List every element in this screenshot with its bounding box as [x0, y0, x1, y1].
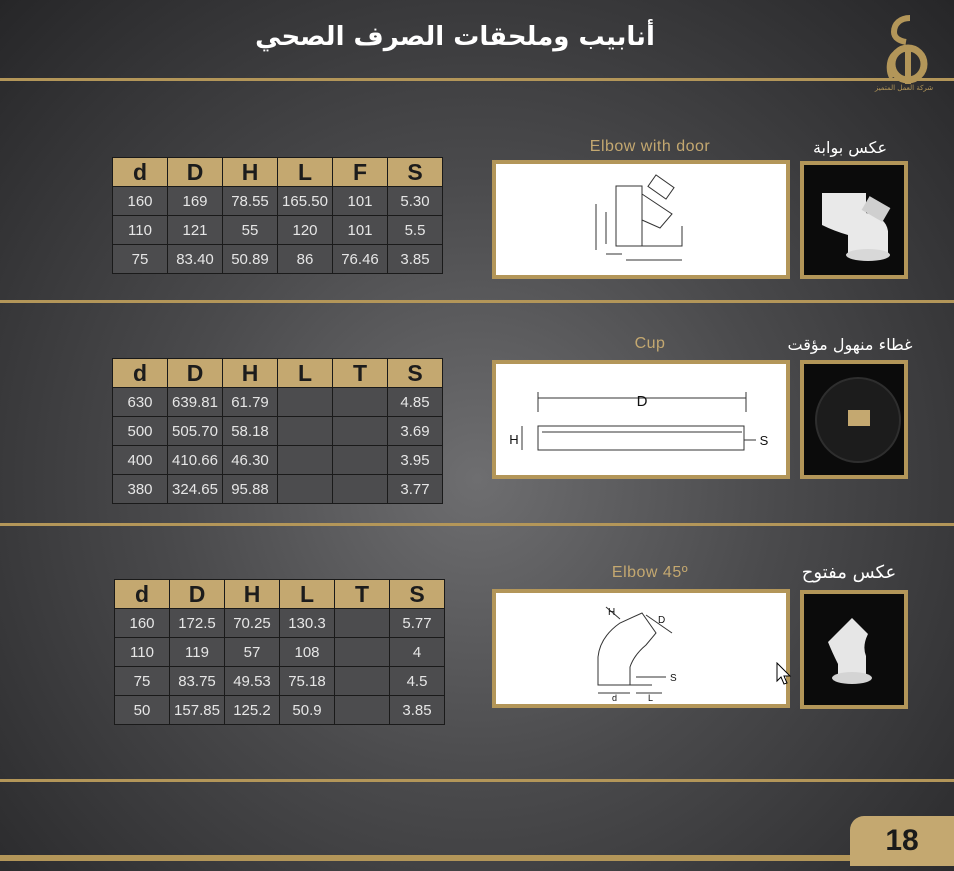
table-cell: 505.70 — [168, 417, 223, 446]
table-cell: 120 — [278, 216, 333, 245]
diagram-label-s: S — [670, 673, 677, 684]
table-cell: 49.53 — [225, 667, 280, 696]
table-cell: 172.5 — [170, 609, 225, 638]
table-cell: 4.5 — [390, 667, 445, 696]
table-row — [113, 475, 443, 504]
table-cell: 78.55 — [223, 187, 278, 216]
col-header: D — [168, 359, 223, 388]
cup-drawing-icon — [496, 364, 786, 475]
table-cell: 165.50 — [278, 187, 333, 216]
table-cell: 95.88 — [223, 475, 278, 504]
diagram-label-l: L — [648, 693, 654, 703]
col-header: d — [113, 359, 168, 388]
diagram-label-s: S — [759, 433, 769, 448]
diagram-elbow-door — [492, 160, 790, 279]
product-name-ar: غطاء منهول مؤقت — [787, 335, 913, 354]
product-name-en: Cup — [634, 335, 666, 352]
table-cell: 110 — [113, 216, 168, 245]
col-header: H — [225, 580, 280, 609]
table-cell: 5.5 — [388, 216, 443, 245]
product-name-ar: عكس بوابة — [812, 138, 888, 157]
table-cell: 50.9 — [280, 696, 335, 725]
table-cell: 76.46 — [333, 245, 388, 274]
product-name-en: Elbow with door — [589, 138, 711, 155]
table-cell: 75 — [115, 667, 170, 696]
table-cell: 57 — [225, 638, 280, 667]
table-cell — [333, 446, 388, 475]
product-name-en: Elbow 45º — [611, 564, 689, 581]
table-cell — [278, 475, 333, 504]
diagram-label-d-small: d — [612, 693, 618, 703]
table-cell: 639.81 — [168, 388, 223, 417]
table-cell: 108 — [280, 638, 335, 667]
col-header: T — [335, 580, 390, 609]
col-header: F — [333, 158, 388, 187]
mouse-cursor-icon — [776, 662, 792, 686]
table-row — [115, 609, 445, 638]
table-cell: 160 — [113, 187, 168, 216]
table-cell: 125.2 — [225, 696, 280, 725]
table-cell — [333, 388, 388, 417]
table-cell: 157.85 — [170, 696, 225, 725]
table-row — [113, 388, 443, 417]
table-cell: 500 — [113, 417, 168, 446]
table-cell: 630 — [113, 388, 168, 417]
diagram-label-h: H — [608, 607, 616, 618]
product-name-ar: عكس مفتوح — [801, 562, 897, 583]
table-cell — [335, 609, 390, 638]
table-cell: 83.40 — [168, 245, 223, 274]
col-header: S — [390, 580, 445, 609]
table-cell: 3.85 — [388, 245, 443, 274]
cup-product-icon — [804, 364, 904, 475]
table-cell — [333, 475, 388, 504]
table-cell — [278, 388, 333, 417]
col-header: d — [115, 580, 170, 609]
table-cell: 55 — [223, 216, 278, 245]
photo-elbow-door — [800, 161, 908, 279]
table-cell: 101 — [333, 187, 388, 216]
table-row — [115, 638, 445, 667]
table-cell: 83.75 — [170, 667, 225, 696]
table-cell — [278, 446, 333, 475]
elbow-45-drawing-icon — [496, 593, 786, 704]
table-cell: 380 — [113, 475, 168, 504]
table-row — [115, 667, 445, 696]
table-cell: 4 — [390, 638, 445, 667]
spec-table-elbow-door — [112, 157, 443, 274]
table-cell: 119 — [170, 638, 225, 667]
table-cell: 50 — [115, 696, 170, 725]
table-cell: 50.89 — [223, 245, 278, 274]
col-header: D — [170, 580, 225, 609]
col-header: S — [388, 359, 443, 388]
table-cell: 324.65 — [168, 475, 223, 504]
footer-bar — [0, 855, 954, 861]
col-header: L — [278, 359, 333, 388]
table-cell: 110 — [115, 638, 170, 667]
divider — [0, 779, 954, 782]
col-header: H — [223, 158, 278, 187]
table-cell — [333, 417, 388, 446]
table-row — [113, 216, 443, 245]
table-cell: 5.77 — [390, 609, 445, 638]
table-cell: 5.30 — [388, 187, 443, 216]
table-cell: 75.18 — [280, 667, 335, 696]
logo-caption: شركة العمل المتميز — [874, 84, 934, 92]
table-row — [113, 417, 443, 446]
table-cell: 160 — [115, 609, 170, 638]
spec-table-elbow-45 — [114, 579, 445, 725]
col-header: H — [223, 359, 278, 388]
spec-table-cup — [112, 358, 443, 504]
table-cell: 3.95 — [388, 446, 443, 475]
table-cell: 86 — [278, 245, 333, 274]
table-cell — [335, 696, 390, 725]
col-header: L — [278, 158, 333, 187]
col-header: d — [113, 158, 168, 187]
table-cell: 61.79 — [223, 388, 278, 417]
col-header: S — [388, 158, 443, 187]
photo-cup — [800, 360, 908, 479]
table-row — [113, 187, 443, 216]
table-cell: 4.85 — [388, 388, 443, 417]
table-cell — [335, 667, 390, 696]
col-header: T — [333, 359, 388, 388]
table-cell: 121 — [168, 216, 223, 245]
table-row — [113, 245, 443, 274]
col-header: D — [168, 158, 223, 187]
table-cell: 75 — [113, 245, 168, 274]
table-cell — [335, 638, 390, 667]
divider — [0, 78, 954, 81]
table-cell: 400 — [113, 446, 168, 475]
diagram-label-d: D — [658, 615, 666, 626]
divider — [0, 523, 954, 526]
table-cell: 169 — [168, 187, 223, 216]
diagram-label-h: H — [509, 432, 519, 447]
table-cell: 46.30 — [223, 446, 278, 475]
diagram-cup — [492, 360, 790, 479]
elbow-door-drawing-icon — [496, 164, 786, 275]
table-cell: 101 — [333, 216, 388, 245]
table-row — [115, 696, 445, 725]
table-cell: 3.77 — [388, 475, 443, 504]
diagram-label-d: D — [636, 393, 648, 410]
table-row — [113, 446, 443, 475]
table-cell: 3.69 — [388, 417, 443, 446]
table-cell: 3.85 — [390, 696, 445, 725]
table-cell: 410.66 — [168, 446, 223, 475]
divider — [0, 300, 954, 303]
elbow-door-product-icon — [804, 165, 904, 275]
table-cell — [278, 417, 333, 446]
page-title: أنابيب وملحقات الصرف الصحي — [255, 22, 655, 52]
table-cell: 58.18 — [223, 417, 278, 446]
page-number: 18 — [885, 824, 919, 857]
table-cell: 70.25 — [225, 609, 280, 638]
col-header: L — [280, 580, 335, 609]
table-cell: 130.3 — [280, 609, 335, 638]
diagram-elbow-45 — [492, 589, 790, 708]
elbow-45-product-icon — [804, 594, 904, 705]
photo-elbow-45 — [800, 590, 908, 709]
